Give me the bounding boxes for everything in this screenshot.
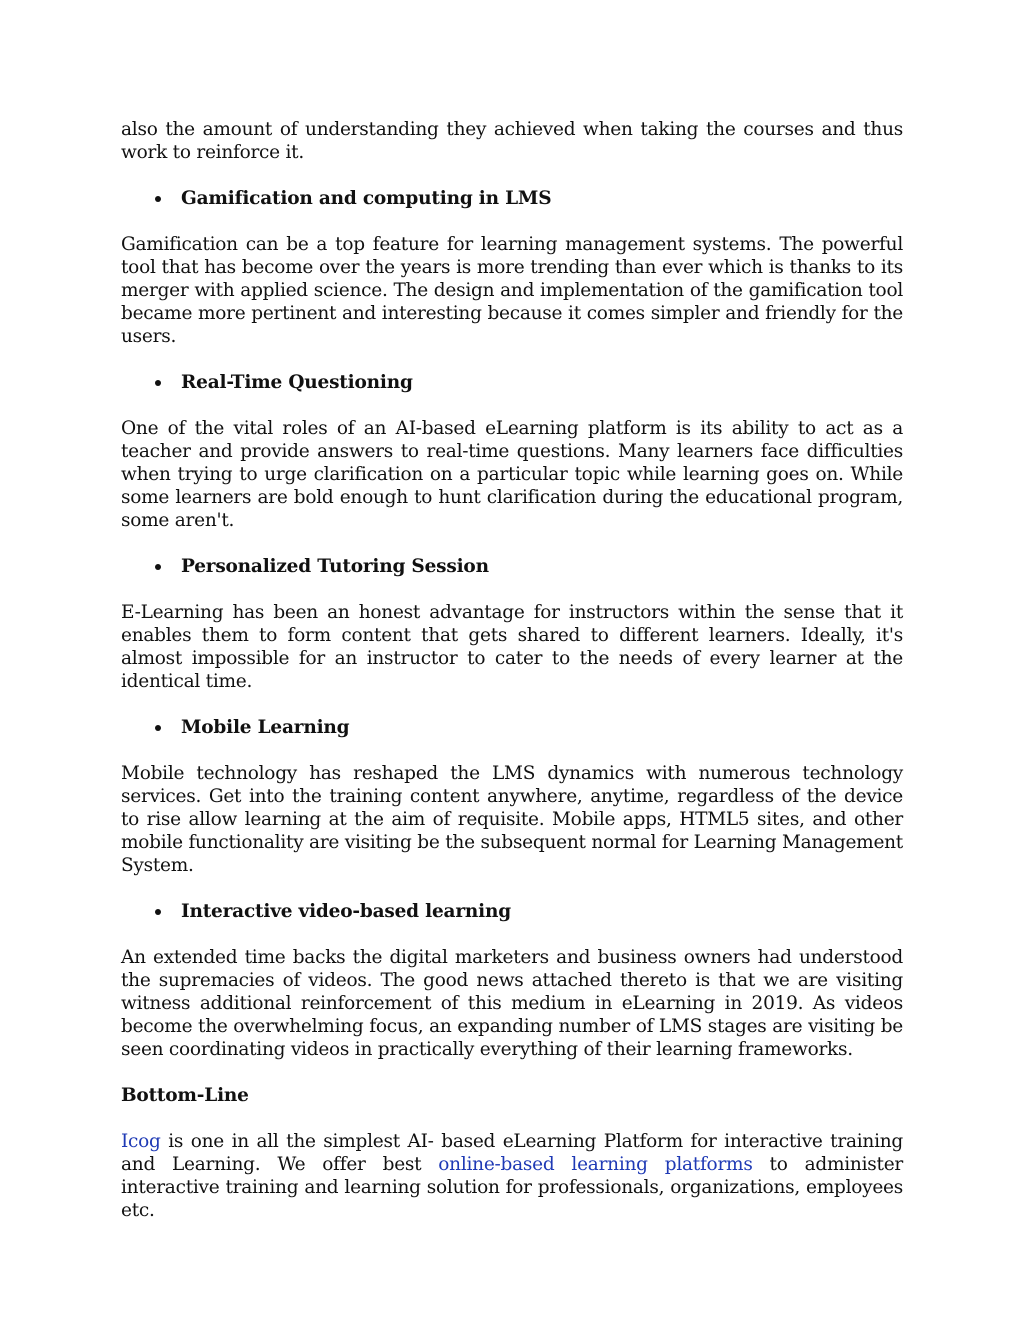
bullet-icon [155,564,161,570]
bottom-line-text-2: to administer interactive training and learning solution for professionals, organizations, employees etc. [121,1154,903,1221]
section-body-mobile-learning: Mobile technology has reshaped the LMS dynamics with numerous technology services. Get into the training content anywhere, anytime, regardless of the device to rise allow learning at the aim of requisite. Mobile apps, HTML5 sites, and other mobile functionality are visiting be the subsequent normal for Learning Management System. [121,763,903,876]
bullet-icon [155,380,161,386]
section-heading-interactive-video [121,900,903,923]
bottom-line-heading: Bottom-Line [121,1085,249,1106]
icog-link[interactable]: Icog [121,1131,161,1152]
section-heading-text: Real-Time Questioning [181,372,413,393]
section-body-interactive-video: An extended time backs the digital marketers and business owners had understood the supremacies of videos. The good news attached thereto is that we are visiting witness additional reinforcement of this medium in eLearning in 2019. As videos become the overwhelming focus, an expanding number of LMS stages are visiting be seen coordinating videos in practically everything of their learning frameworks. [121,947,903,1060]
bottom-line-text-1: is one in all the simplest AI- based eLearning Platform for interactive training and Learning. We offer best [121,1131,903,1175]
section-heading-mobile-learning [121,716,903,739]
bullet-icon [155,909,161,915]
section-heading-text: Gamification and computing in LMS [181,188,552,209]
section-heading-text: Interactive video-based learning [181,901,511,922]
section-heading-gamification [121,187,903,210]
section-heading-text: Mobile Learning [181,717,350,738]
section-body-personalized-tutoring: E-Learning has been an honest advantage for instructors within the sense that it enables them to form content that gets shared to different learners. Ideally, it's almost impossible for an instructor to cater to the needs of every learner at the identical time. [121,602,903,692]
section-heading-text: Personalized Tutoring Session [181,556,489,577]
intro-paragraph: also the amount of understanding they achieved when taking the courses and thus work to reinforce it. [121,119,903,163]
bottom-line-paragraph [121,1130,903,1222]
bullet-icon [155,196,161,202]
bullet-icon [155,725,161,731]
section-body-gamification: Gamification can be a top feature for learning management systems. The powerful tool that has become over the years is more trending than ever which is thanks to its merger with applied science. The design and implementation of the gamification tool became more pertinent and interesting because it comes simpler and friendly for the users. [121,234,903,347]
section-heading-real-time-questioning [121,371,903,394]
section-heading-personalized-tutoring [121,555,903,578]
online-learning-platforms-link[interactable]: online-based learning platforms [438,1154,753,1175]
section-body-real-time-questioning: One of the vital roles of an AI-based eLearning platform is its ability to act as a teacher and provide answers to real-time questions. Many learners face difficulties when trying to urge clarification on a particular topic while learning goes on. While some learners are bold enough to hunt clarification during the educational program, some aren't. [121,418,903,531]
document-page [121,118,903,1222]
